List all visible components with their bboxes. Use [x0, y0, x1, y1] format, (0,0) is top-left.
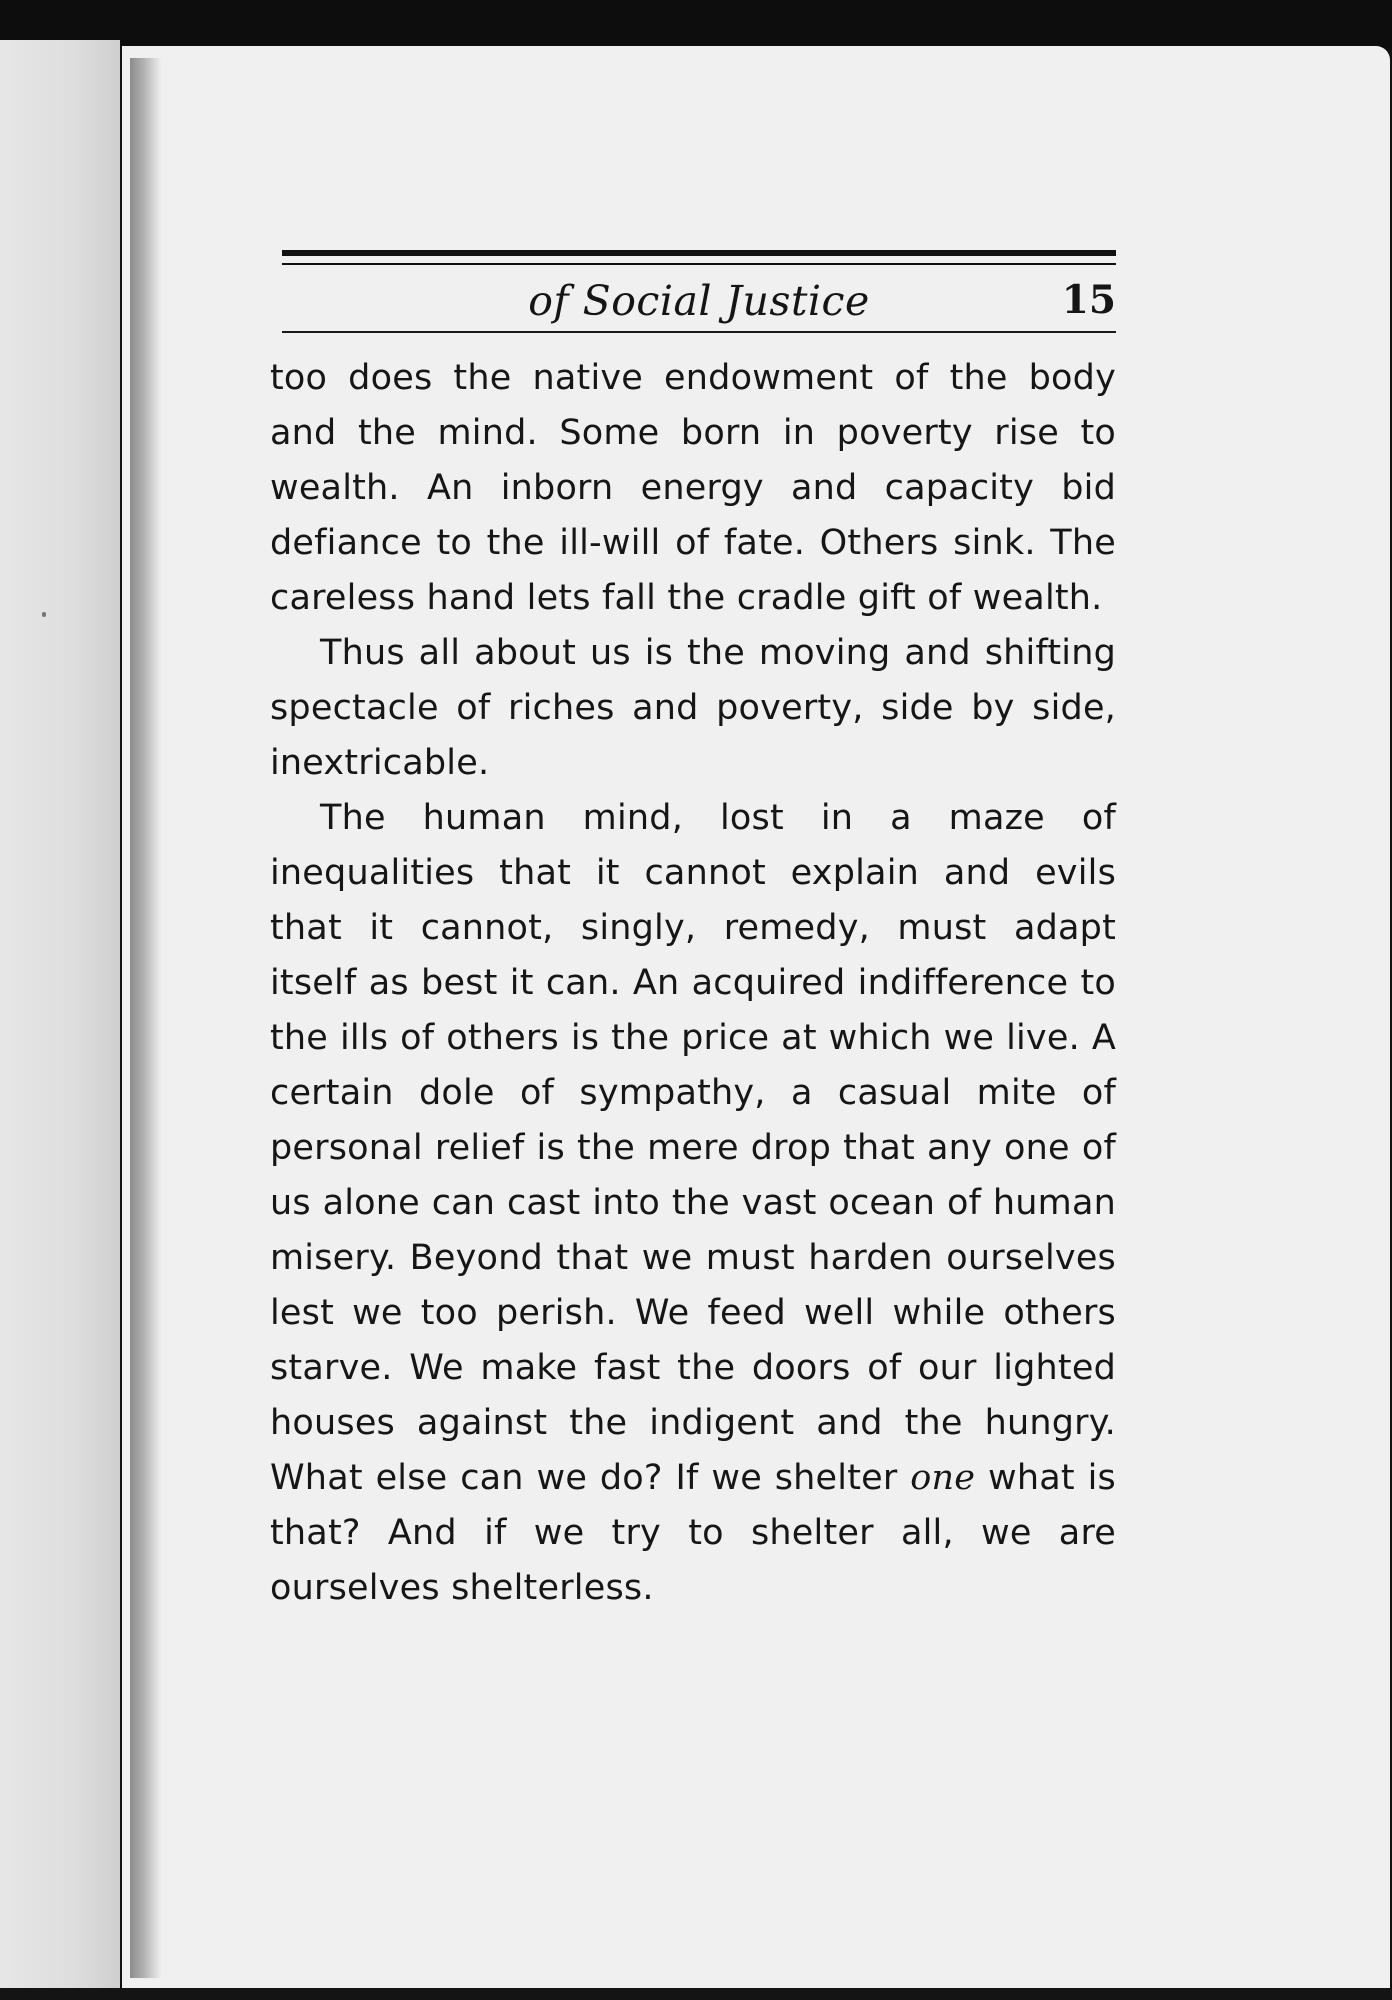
page-text-block: [270, 250, 1116, 1616]
running-head: of Social Justice: [528, 277, 870, 325]
scan-bottom-edge: [0, 1988, 1392, 2000]
page-header: [282, 265, 1116, 331]
binding-gutter-shadow: [130, 58, 162, 1978]
header-double-rule: [282, 250, 1116, 265]
paragraph-3-emphasis: one: [910, 1458, 976, 1498]
paragraph-2: Thus all about us is the moving and shifting spectacle of riches and poverty, side by side, inextricable.: [270, 633, 1116, 783]
page-number: 15: [1061, 277, 1116, 323]
scan-top-edge: [0, 0, 1392, 48]
paragraph-3-text-before: The human mind, lost in a maze of inequalities that it cannot explain and evils that it cannot, singly, remedy, must adapt itself as best it can. An acquired indifference to the ills of others is the price at which we live. A certain dole of sympathy, a casual mite of personal relief is the mere drop that any one of us alone can cast into the vast ocean of human misery. Beyond that we must harden ourselves lest we too perish. We feed well while others starve. We make fast the doors of our lighted houses against the indigent and the hungry. What else can we do? If we shelter: [270, 798, 1116, 1498]
paper-speck: [42, 612, 46, 617]
paragraph-1: too does the native endowment of the body and the mind. Some born in poverty rise to wealth. An inborn energy and capacity bid defiance to the ill-will of fate. Others sink. The careless hand lets fall the cradle gift of wealth.: [270, 358, 1116, 618]
facing-page-edge: [0, 40, 120, 2000]
paragraph-3-text-after: what is that? And if we try to shelter all, we are ourselves shelterless.: [270, 1458, 1116, 1608]
paragraph-3: [270, 791, 1116, 1616]
header-bottom-rule: [282, 331, 1116, 333]
